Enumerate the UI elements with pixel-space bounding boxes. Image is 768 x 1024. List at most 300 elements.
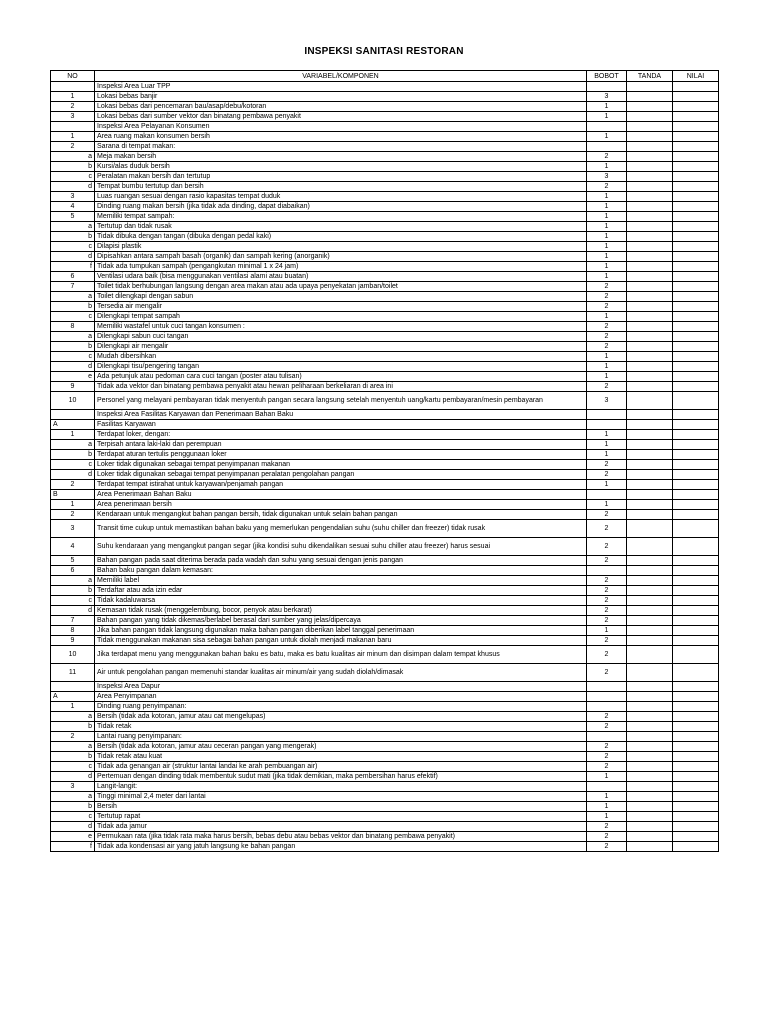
row-tanda-cell[interactable] — [627, 702, 673, 712]
row-tanda-cell[interactable] — [627, 182, 673, 192]
row-nilai-cell[interactable] — [673, 646, 719, 664]
row-tanda-cell[interactable] — [627, 722, 673, 732]
table-row — [51, 242, 719, 252]
row-variabel: Pertemuan dengan dinding tidak membentuk sudut mati (jika tidak demikian, maka pembersihan harus efektif) — [95, 772, 587, 782]
table-header-row — [51, 71, 719, 82]
row-sub-letter: a — [51, 792, 95, 802]
row-variabel: Terdapat aturan tertulis penggunaan loker — [95, 450, 587, 460]
row-tanda-cell[interactable] — [627, 242, 673, 252]
header-variabel: VARIABEL/KOMPONEN — [95, 71, 587, 82]
row-variabel: Dinding ruang makan bersih (jika tidak ada dinding, dapat diabaikan) — [95, 202, 587, 212]
row-tanda-cell[interactable] — [627, 332, 673, 342]
row-nilai-cell[interactable] — [673, 302, 719, 312]
table-row — [51, 420, 719, 430]
row-tanda-cell[interactable] — [627, 162, 673, 172]
row-variabel: Tidak ada kondensasi air yang jatuh langsung ke bahan pangan — [95, 842, 587, 852]
row-sub-letter: d — [51, 252, 95, 262]
row-number: 3 — [51, 782, 95, 792]
row-bobot: 2 — [587, 342, 627, 352]
row-sub-letter: a — [51, 440, 95, 450]
row-bobot: 1 — [587, 222, 627, 232]
row-sub-letter: b — [51, 232, 95, 242]
row-nilai-cell[interactable] — [673, 272, 719, 282]
row-tanda-cell[interactable] — [627, 538, 673, 556]
table-row — [51, 92, 719, 102]
row-section-letter: B — [51, 490, 95, 500]
row-nilai-cell[interactable] — [673, 292, 719, 302]
row-nilai-cell[interactable] — [673, 510, 719, 520]
row-tanda-cell[interactable] — [627, 510, 673, 520]
row-nilai-cell[interactable] — [673, 92, 719, 102]
row-bobot — [587, 420, 627, 430]
row-nilai-cell[interactable] — [673, 586, 719, 596]
row-tanda-cell[interactable] — [627, 520, 673, 538]
row-bobot: 2 — [587, 586, 627, 596]
row-nilai-cell[interactable] — [673, 742, 719, 752]
table-row — [51, 332, 719, 342]
row-tanda-cell[interactable] — [627, 222, 673, 232]
table-row — [51, 520, 719, 538]
row-variabel: Tidak retak atau kuat — [95, 752, 587, 762]
row-nilai-cell[interactable] — [673, 212, 719, 222]
row-tanda-cell[interactable] — [627, 122, 673, 132]
row-number: 5 — [51, 212, 95, 222]
row-nilai-cell[interactable] — [673, 430, 719, 440]
row-bobot: 1 — [587, 102, 627, 112]
row-tanda-cell[interactable] — [627, 606, 673, 616]
table-row — [51, 802, 719, 812]
row-bobot: 2 — [587, 292, 627, 302]
row-nilai-cell[interactable] — [673, 792, 719, 802]
row-sub-letter: c — [51, 172, 95, 182]
row-tanda-cell[interactable] — [627, 142, 673, 152]
row-sub-letter: d — [51, 822, 95, 832]
row-nilai-cell[interactable] — [673, 842, 719, 852]
row-tanda-cell[interactable] — [627, 212, 673, 222]
row-nilai-cell[interactable] — [673, 576, 719, 586]
table-row — [51, 812, 719, 822]
row-nilai-cell[interactable] — [673, 182, 719, 192]
row-nilai-cell[interactable] — [673, 762, 719, 772]
row-bobot: 1 — [587, 312, 627, 322]
table-row — [51, 842, 719, 852]
row-variabel: Lokasi bebas dari pencemaran bau/asap/debu/kotoran — [95, 102, 587, 112]
row-tanda-cell[interactable] — [627, 636, 673, 646]
row-nilai-cell[interactable] — [673, 664, 719, 682]
row-tanda-cell[interactable] — [627, 626, 673, 636]
table-row — [51, 112, 719, 122]
row-tanda-cell[interactable] — [627, 292, 673, 302]
table-row — [51, 440, 719, 450]
row-bobot: 2 — [587, 302, 627, 312]
row-nilai-cell[interactable] — [673, 772, 719, 782]
row-bobot: 1 — [587, 252, 627, 262]
row-variabel: Jika bahan pangan tidak langsung digunakan maka bahan pangan diberikan label tanggal penerimaan — [95, 626, 587, 636]
row-nilai-cell[interactable] — [673, 312, 719, 322]
row-tanda-cell[interactable] — [627, 382, 673, 392]
row-nilai-cell[interactable] — [673, 682, 719, 692]
table-row — [51, 626, 719, 636]
table-row — [51, 576, 719, 586]
table-row — [51, 322, 719, 332]
row-tanda-cell[interactable] — [627, 202, 673, 212]
table-row — [51, 282, 719, 292]
row-nilai-cell[interactable] — [673, 410, 719, 420]
row-sub-letter: d — [51, 182, 95, 192]
row-tanda-cell[interactable] — [627, 252, 673, 262]
row-bobot: 1 — [587, 812, 627, 822]
row-nilai-cell[interactable] — [673, 362, 719, 372]
row-variabel: Tidak ada vektor dan binatang pembawa penyakit atau hewan peliharaan berkeliaran di area ini — [95, 382, 587, 392]
row-tanda-cell[interactable] — [627, 792, 673, 802]
row-variabel: Tidak retak — [95, 722, 587, 732]
table-row — [51, 82, 719, 92]
row-number: 2 — [51, 480, 95, 490]
row-nilai-cell[interactable] — [673, 322, 719, 332]
row-bobot: 1 — [587, 362, 627, 372]
inspection-table — [50, 70, 719, 852]
row-bobot — [587, 82, 627, 92]
row-bobot: 2 — [587, 664, 627, 682]
row-variabel: Toilet dilengkapi dengan sabun — [95, 292, 587, 302]
row-tanda-cell[interactable] — [627, 362, 673, 372]
row-sub-letter: d — [51, 362, 95, 372]
row-nilai-cell[interactable] — [673, 470, 719, 480]
table-row — [51, 500, 719, 510]
row-tanda-cell[interactable] — [627, 480, 673, 490]
row-tanda-cell[interactable] — [627, 842, 673, 852]
row-variabel: Dilengkapi air mengalir — [95, 342, 587, 352]
row-number: 3 — [51, 520, 95, 538]
row-tanda-cell[interactable] — [627, 742, 673, 752]
table-row — [51, 460, 719, 470]
row-variabel: Kursi/alas duduk bersih — [95, 162, 587, 172]
row-nilai-cell[interactable] — [673, 626, 719, 636]
row-sub-letter: d — [51, 772, 95, 782]
row-variabel: Tidak ada tumpukan sampah (pengangkutan minimal 1 x 24 jam) — [95, 262, 587, 272]
row-tanda-cell[interactable] — [627, 500, 673, 510]
row-bobot: 1 — [587, 112, 627, 122]
table-row — [51, 102, 719, 112]
row-variabel: Bahan pangan yang tidak dikemas/berlabel berasal dari sumber yang jelas/dipercaya — [95, 616, 587, 626]
row-tanda-cell[interactable] — [627, 112, 673, 122]
row-nilai-cell[interactable] — [673, 616, 719, 626]
row-nilai-cell[interactable] — [673, 812, 719, 822]
row-bobot: 2 — [587, 332, 627, 342]
row-bobot: 1 — [587, 626, 627, 636]
row-variabel: Tersedia air mengalir — [95, 302, 587, 312]
row-nilai-cell[interactable] — [673, 420, 719, 430]
table-row — [51, 510, 719, 520]
row-nilai-cell[interactable] — [673, 282, 719, 292]
row-tanda-cell[interactable] — [627, 822, 673, 832]
row-tanda-cell[interactable] — [627, 312, 673, 322]
row-tanda-cell[interactable] — [627, 410, 673, 420]
row-nilai-cell[interactable] — [673, 732, 719, 742]
row-tanda-cell[interactable] — [627, 392, 673, 410]
table-row — [51, 142, 719, 152]
table-row — [51, 182, 719, 192]
row-tanda-cell[interactable] — [627, 352, 673, 362]
table-row — [51, 792, 719, 802]
row-sub-letter: c — [51, 596, 95, 606]
row-tanda-cell[interactable] — [627, 192, 673, 202]
row-tanda-cell[interactable] — [627, 82, 673, 92]
table-row — [51, 152, 719, 162]
row-tanda-cell[interactable] — [627, 232, 673, 242]
row-nilai-cell[interactable] — [673, 372, 719, 382]
row-variabel: Fasilitas Karyawan — [95, 420, 587, 430]
row-nilai-cell[interactable] — [673, 636, 719, 646]
row-variabel: Tertutup dan tidak rusak — [95, 222, 587, 232]
table-row — [51, 342, 719, 352]
header-nilai: NILAI — [673, 71, 719, 82]
table-row — [51, 232, 719, 242]
row-bobot: 1 — [587, 500, 627, 510]
row-variabel: Bersih (tidak ada kotoran, jamur atau cat mengelupas) — [95, 712, 587, 722]
row-nilai-cell[interactable] — [673, 382, 719, 392]
row-bobot: 1 — [587, 202, 627, 212]
row-tanda-cell[interactable] — [627, 772, 673, 782]
row-nilai-cell[interactable] — [673, 596, 719, 606]
row-tanda-cell[interactable] — [627, 372, 673, 382]
row-tanda-cell[interactable] — [627, 802, 673, 812]
table-row — [51, 556, 719, 566]
row-tanda-cell[interactable] — [627, 682, 673, 692]
row-nilai-cell[interactable] — [673, 142, 719, 152]
row-nilai-cell[interactable] — [673, 702, 719, 712]
row-tanda-cell[interactable] — [627, 490, 673, 500]
row-variabel: Tertutup rapat — [95, 812, 587, 822]
table-row — [51, 682, 719, 692]
table-row — [51, 712, 719, 722]
row-nilai-cell[interactable] — [673, 802, 719, 812]
row-variabel: Dilengkapi tempat sampah — [95, 312, 587, 322]
row-bobot: 1 — [587, 440, 627, 450]
row-bobot: 2 — [587, 616, 627, 626]
row-nilai-cell[interactable] — [673, 252, 719, 262]
table-row — [51, 772, 719, 782]
row-nilai-cell[interactable] — [673, 566, 719, 576]
row-variabel: Lantai ruang penyimpanan: — [95, 732, 587, 742]
row-tanda-cell[interactable] — [627, 556, 673, 566]
row-variabel: Meja makan bersih — [95, 152, 587, 162]
row-tanda-cell[interactable] — [627, 616, 673, 626]
row-number: 1 — [51, 132, 95, 142]
row-nilai-cell[interactable] — [673, 222, 719, 232]
row-bobot: 2 — [587, 538, 627, 556]
table-row — [51, 362, 719, 372]
row-tanda-cell[interactable] — [627, 470, 673, 480]
row-nilai-cell[interactable] — [673, 392, 719, 410]
row-nilai-cell[interactable] — [673, 832, 719, 842]
table-row — [51, 410, 719, 420]
row-sub-letter: b — [51, 450, 95, 460]
row-variabel: Tidak kadaluwarsa — [95, 596, 587, 606]
table-row — [51, 202, 719, 212]
row-tanda-cell[interactable] — [627, 262, 673, 272]
row-variabel: Dilapisi plastik — [95, 242, 587, 252]
row-tanda-cell[interactable] — [627, 752, 673, 762]
table-row — [51, 538, 719, 556]
row-tanda-cell[interactable] — [627, 450, 673, 460]
row-nilai-cell[interactable] — [673, 332, 719, 342]
row-nilai-cell[interactable] — [673, 162, 719, 172]
row-bobot — [587, 682, 627, 692]
row-bobot: 3 — [587, 172, 627, 182]
row-variabel: Mudah dibersihkan — [95, 352, 587, 362]
row-variabel: Bersih — [95, 802, 587, 812]
row-tanda-cell[interactable] — [627, 576, 673, 586]
table-row — [51, 586, 719, 596]
row-sub-letter: b — [51, 586, 95, 596]
row-nilai-cell[interactable] — [673, 500, 719, 510]
row-variabel: Permukaan rata (jika tidak rata maka harus bersih, bebas debu atau bebas vektor dan binatang pembawa penyakit) — [95, 832, 587, 842]
row-variabel: Suhu kendaraan yang mengangkut pangan segar (jika kondisi suhu dikendalikan sesuai suhu chiller atau freezer) harus sesuai — [95, 538, 587, 556]
row-tanda-cell[interactable] — [627, 762, 673, 772]
row-nilai-cell[interactable] — [673, 450, 719, 460]
row-nilai-cell[interactable] — [673, 538, 719, 556]
row-tanda-cell[interactable] — [627, 282, 673, 292]
row-sub-letter: f — [51, 262, 95, 272]
row-tanda-cell[interactable] — [627, 272, 673, 282]
row-nilai-cell[interactable] — [673, 112, 719, 122]
row-tanda-cell[interactable] — [627, 832, 673, 842]
row-nilai-cell[interactable] — [673, 82, 719, 92]
row-variabel: Bahan baku pangan dalam kemasan: — [95, 566, 587, 576]
row-sub-letter: f — [51, 842, 95, 852]
table-body — [51, 82, 719, 852]
row-bobot: 2 — [587, 712, 627, 722]
row-nilai-cell[interactable] — [673, 722, 719, 732]
row-variabel: Inspeksi Area Dapur — [95, 682, 587, 692]
row-tanda-cell[interactable] — [627, 302, 673, 312]
row-nilai-cell[interactable] — [673, 232, 719, 242]
row-number: 3 — [51, 112, 95, 122]
row-nilai-cell[interactable] — [673, 752, 719, 762]
row-tanda-cell[interactable] — [627, 132, 673, 142]
row-nilai-cell[interactable] — [673, 102, 719, 112]
row-variabel: Peralatan makan bersih dan tertutup — [95, 172, 587, 182]
row-tanda-cell[interactable] — [627, 596, 673, 606]
table-row — [51, 606, 719, 616]
row-variabel: Langit-langit: — [95, 782, 587, 792]
row-sub-letter: d — [51, 470, 95, 480]
row-tanda-cell[interactable] — [627, 664, 673, 682]
row-bobot: 2 — [587, 842, 627, 852]
row-nilai-cell[interactable] — [673, 692, 719, 702]
row-nilai-cell[interactable] — [673, 782, 719, 792]
row-nilai-cell[interactable] — [673, 490, 719, 500]
row-number: 9 — [51, 636, 95, 646]
row-tanda-cell[interactable] — [627, 692, 673, 702]
row-nilai-cell[interactable] — [673, 606, 719, 616]
row-bobot: 1 — [587, 232, 627, 242]
row-nilai-cell[interactable] — [673, 122, 719, 132]
row-tanda-cell[interactable] — [627, 460, 673, 470]
row-variabel: Dilengkapi sabun cuci tangan — [95, 332, 587, 342]
row-number: 2 — [51, 732, 95, 742]
row-tanda-cell[interactable] — [627, 440, 673, 450]
table-row — [51, 292, 719, 302]
row-bobot: 2 — [587, 636, 627, 646]
row-sub-letter: a — [51, 576, 95, 586]
row-nilai-cell[interactable] — [673, 556, 719, 566]
row-bobot — [587, 732, 627, 742]
row-tanda-cell[interactable] — [627, 322, 673, 332]
row-sub-letter: b — [51, 302, 95, 312]
row-tanda-cell[interactable] — [627, 152, 673, 162]
row-nilai-cell[interactable] — [673, 172, 719, 182]
row-nilai-cell[interactable] — [673, 440, 719, 450]
row-bobot: 2 — [587, 182, 627, 192]
row-tanda-cell[interactable] — [627, 782, 673, 792]
row-nilai-cell[interactable] — [673, 822, 719, 832]
table-row — [51, 616, 719, 626]
row-number: 6 — [51, 272, 95, 282]
row-tanda-cell[interactable] — [627, 646, 673, 664]
row-tanda-cell[interactable] — [627, 92, 673, 102]
table-row — [51, 722, 719, 732]
row-tanda-cell[interactable] — [627, 732, 673, 742]
row-number: 4 — [51, 202, 95, 212]
row-nilai-cell[interactable] — [673, 152, 719, 162]
row-sub-letter: c — [51, 812, 95, 822]
table-row — [51, 596, 719, 606]
row-bobot — [587, 142, 627, 152]
row-nilai-cell[interactable] — [673, 712, 719, 722]
row-nilai-cell[interactable] — [673, 242, 719, 252]
row-sub-letter: b — [51, 802, 95, 812]
table-row — [51, 162, 719, 172]
row-variabel: Terdaftar atau ada izin edar — [95, 586, 587, 596]
row-variabel: Lokasi bebas banjir — [95, 92, 587, 102]
row-variabel: Kemasan tidak rusak (menggelembung, bocor, penyok atau berkarat) — [95, 606, 587, 616]
row-tanda-cell[interactable] — [627, 566, 673, 576]
row-tanda-cell[interactable] — [627, 586, 673, 596]
row-sub-letter: a — [51, 332, 95, 342]
row-nilai-cell[interactable] — [673, 480, 719, 490]
row-variabel: Inspeksi Area Fasilitas Karyawan dan Penerimaan Bahan Baku — [95, 410, 587, 420]
row-nilai-cell[interactable] — [673, 132, 719, 142]
row-variabel: Terdapat loker, dengan: — [95, 430, 587, 440]
row-tanda-cell[interactable] — [627, 102, 673, 112]
row-number: 8 — [51, 322, 95, 332]
table-row — [51, 782, 719, 792]
row-nilai-cell[interactable] — [673, 262, 719, 272]
row-nilai-cell[interactable] — [673, 342, 719, 352]
row-tanda-cell[interactable] — [627, 420, 673, 430]
row-nilai-cell[interactable] — [673, 460, 719, 470]
row-tanda-cell[interactable] — [627, 430, 673, 440]
row-nilai-cell[interactable] — [673, 352, 719, 362]
row-variabel: Ada petunjuk atau pedoman cara cuci tangan (poster atau tulisan) — [95, 372, 587, 382]
row-tanda-cell[interactable] — [627, 342, 673, 352]
row-nilai-cell[interactable] — [673, 192, 719, 202]
row-nilai-cell[interactable] — [673, 520, 719, 538]
row-variabel: Tidak ada jamur — [95, 822, 587, 832]
row-nilai-cell[interactable] — [673, 202, 719, 212]
row-bobot: 2 — [587, 646, 627, 664]
row-tanda-cell[interactable] — [627, 172, 673, 182]
row-bobot: 2 — [587, 596, 627, 606]
row-tanda-cell[interactable] — [627, 812, 673, 822]
table-row — [51, 692, 719, 702]
row-number — [51, 410, 95, 420]
row-number: 2 — [51, 510, 95, 520]
row-bobot — [587, 692, 627, 702]
row-tanda-cell[interactable] — [627, 712, 673, 722]
